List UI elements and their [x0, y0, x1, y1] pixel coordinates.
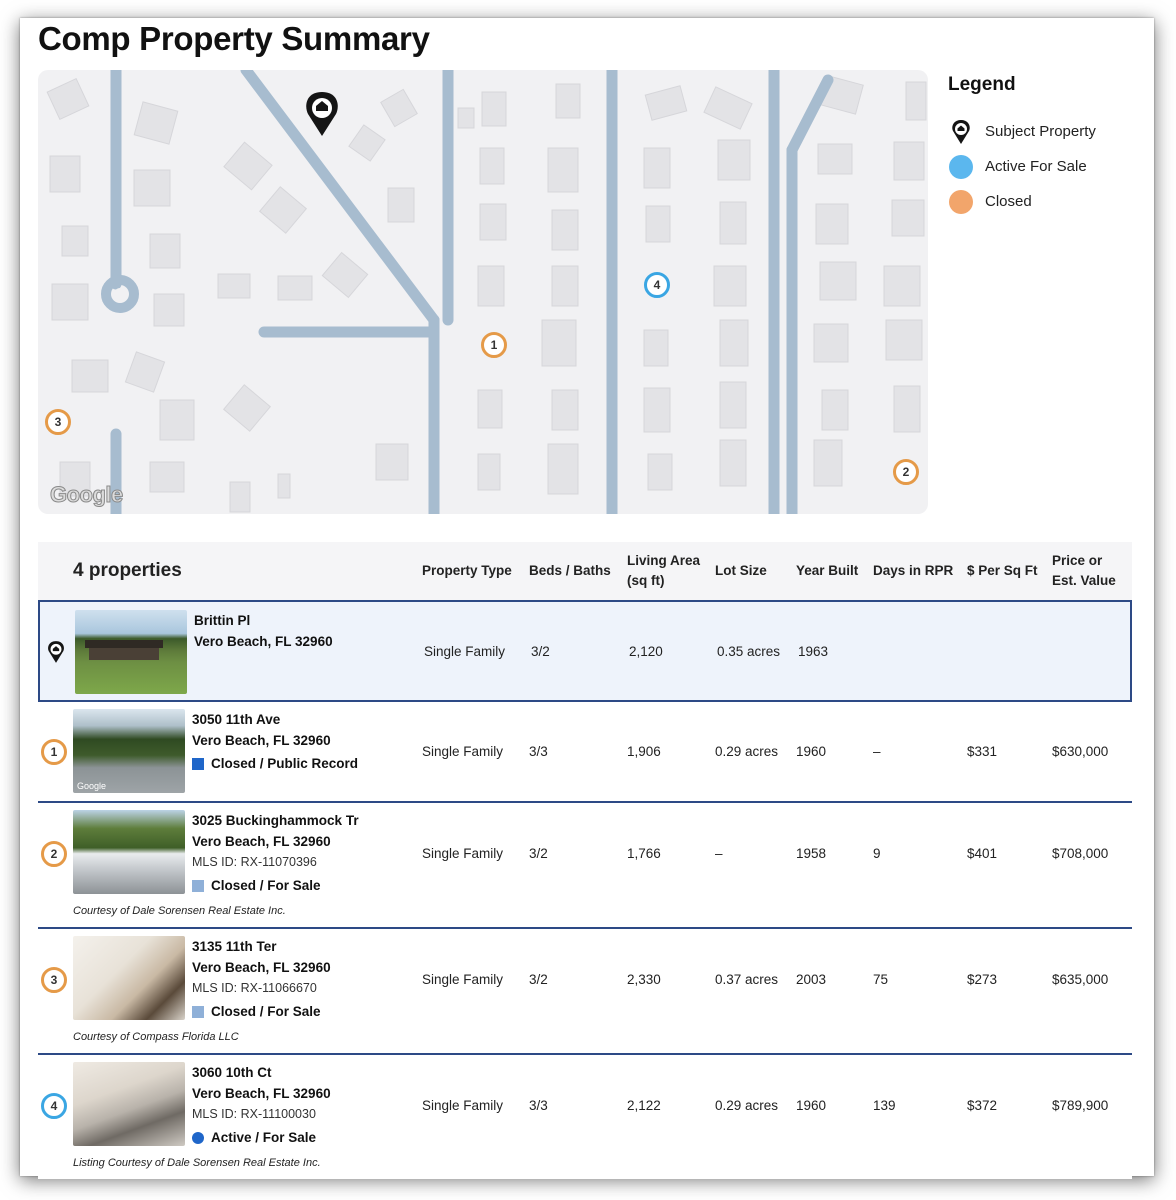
cell-price-per-sqft: $401: [967, 846, 998, 861]
cell-price: $789,900: [1052, 1098, 1109, 1113]
col-living-area[interactable]: Living Area (sq ft): [627, 553, 701, 588]
status-dot-icon: [192, 1132, 204, 1144]
property-photo[interactable]: [73, 810, 185, 894]
cell-year-built: 1960: [796, 1098, 827, 1113]
listing-status: Closed / For Sale: [192, 1001, 331, 1022]
cell-property-type: Single Family: [422, 972, 504, 987]
listing-courtesy: Listing Courtesy of Dale Sorensen Real Estate Inc.: [73, 1157, 321, 1169]
property-address: Brittin Pl Vero Beach, FL 32960: [194, 613, 333, 649]
legend-label: Active For Sale: [985, 158, 1087, 175]
property-photo[interactable]: [75, 610, 187, 694]
cell-living-area: 2,122: [627, 1098, 661, 1113]
legend-item-subject: [948, 114, 1138, 149]
listing-courtesy: Courtesy of Compass Florida LLC: [73, 1031, 239, 1043]
row-marker: 2: [40, 840, 68, 868]
comp-table: [38, 542, 1132, 1179]
cell-days-in-rpr: 9: [873, 846, 881, 861]
cell-price-per-sqft: $372: [967, 1098, 998, 1113]
table-row[interactable]: [38, 702, 1132, 803]
col-lot-size[interactable]: Lot Size: [715, 563, 767, 578]
table-row[interactable]: [38, 803, 1132, 929]
subject-pin-icon[interactable]: [306, 92, 338, 136]
status-square-icon: [192, 1006, 204, 1018]
cell-year-built: 2003: [796, 972, 827, 987]
map-legend: [948, 74, 1138, 219]
comp-map[interactable]: [38, 70, 928, 514]
cell-price-per-sqft: $273: [967, 972, 998, 987]
cell-lot-size: 0.29 acres: [715, 1098, 779, 1113]
property-photo[interactable]: [73, 709, 185, 793]
map-marker-2[interactable]: 2: [893, 459, 919, 485]
cell-year-built: 1958: [796, 846, 827, 861]
listing-courtesy: Courtesy of Dale Sorensen Real Estate Inc.: [73, 905, 286, 917]
col-year-built[interactable]: Year Built: [796, 563, 859, 578]
status-square-icon: [192, 880, 204, 892]
table-row[interactable]: [38, 1055, 1132, 1179]
cell-beds-baths: 3/3: [529, 744, 548, 759]
photo-attribution: Google: [77, 781, 107, 791]
legend-item-active: [948, 149, 1138, 184]
map-canvas: [38, 70, 928, 514]
cell-beds-baths: 3/2: [529, 972, 548, 987]
cell-living-area: 1,906: [627, 744, 661, 759]
closed-dot-icon: [948, 189, 974, 215]
subject-pin-icon: [42, 638, 70, 666]
col-price-per-sqft[interactable]: $ Per Sq Ft: [967, 563, 1038, 578]
listing-status: Active / For Sale: [192, 1127, 331, 1148]
property-photo[interactable]: [73, 936, 185, 1020]
subject-row[interactable]: [38, 600, 1132, 702]
cell-property-type: Single Family: [422, 1098, 504, 1113]
property-count: 4 properties: [73, 560, 182, 581]
col-property-type[interactable]: Property Type: [422, 563, 512, 578]
cell-beds-baths: 3/3: [529, 1098, 548, 1113]
row-marker: 3: [40, 966, 68, 994]
cell-price-per-sqft: $331: [967, 744, 998, 759]
listing-status: Closed / For Sale: [192, 875, 359, 896]
cell-lot-size: –: [715, 846, 723, 861]
cell-property-type: Single Family: [422, 846, 504, 861]
cell-lot-size: 0.35 acres: [717, 644, 781, 659]
cell-living-area: 2,120: [629, 644, 663, 659]
legend-title: Legend: [948, 74, 1016, 95]
active-dot-icon: [948, 154, 974, 180]
legend-label: Closed: [985, 193, 1032, 210]
cell-lot-size: 0.29 acres: [715, 744, 779, 759]
row-marker: 4: [40, 1092, 68, 1120]
home-pin-icon: [948, 119, 974, 145]
col-days-in-rpr[interactable]: Days in RPR: [873, 563, 954, 578]
row-marker: 1: [40, 738, 68, 766]
property-address: 3050 11th Ave Vero Beach, FL 32960 Closed / Public Record: [192, 709, 358, 774]
property-address: 3060 10th Ct Vero Beach, FL 32960 MLS ID: RX-11100030 Active / For Sale: [192, 1062, 331, 1148]
legend-label: Subject Property: [985, 123, 1096, 140]
page-title: Comp Property Summary: [38, 20, 430, 57]
property-photo[interactable]: [73, 1062, 185, 1146]
cell-price: $708,000: [1052, 846, 1109, 861]
cell-living-area: 1,766: [627, 846, 661, 861]
col-beds-baths[interactable]: Beds / Baths: [529, 563, 611, 578]
map-marker-1[interactable]: 1: [481, 332, 507, 358]
cell-property-type: Single Family: [422, 744, 504, 759]
cell-price: $630,000: [1052, 744, 1109, 759]
property-address: 3135 11th Ter Vero Beach, FL 32960 MLS ID: RX-11066670 Closed / For Sale: [192, 936, 331, 1022]
cell-days-in-rpr: 139: [873, 1098, 896, 1113]
cell-days-in-rpr: 75: [873, 972, 889, 987]
cell-year-built: 1963: [798, 644, 829, 659]
cell-property-type: Single Family: [424, 644, 506, 659]
google-attribution: Google: [50, 482, 123, 507]
cell-beds-baths: 3/2: [529, 846, 548, 861]
cell-living-area: 2,330: [627, 972, 661, 987]
cell-days-in-rpr: –: [873, 744, 881, 759]
property-address: 3025 Buckinghammock Tr Vero Beach, FL 32960 MLS ID: RX-11070396 Closed / For Sale: [192, 810, 359, 896]
map-marker-4[interactable]: 4: [644, 272, 670, 298]
cell-lot-size: 0.37 acres: [715, 972, 779, 987]
cell-year-built: 1960: [796, 744, 827, 759]
cell-beds-baths: 3/2: [531, 644, 550, 659]
status-square-icon: [192, 758, 204, 770]
map-marker-3[interactable]: 3: [45, 409, 71, 435]
legend-item-closed: [948, 184, 1138, 219]
table-row[interactable]: [38, 929, 1132, 1055]
col-price[interactable]: Price or Est. Value: [1052, 553, 1116, 588]
table-header: [38, 542, 1132, 600]
listing-status: Closed / Public Record: [192, 753, 358, 774]
cell-price: $635,000: [1052, 972, 1109, 987]
